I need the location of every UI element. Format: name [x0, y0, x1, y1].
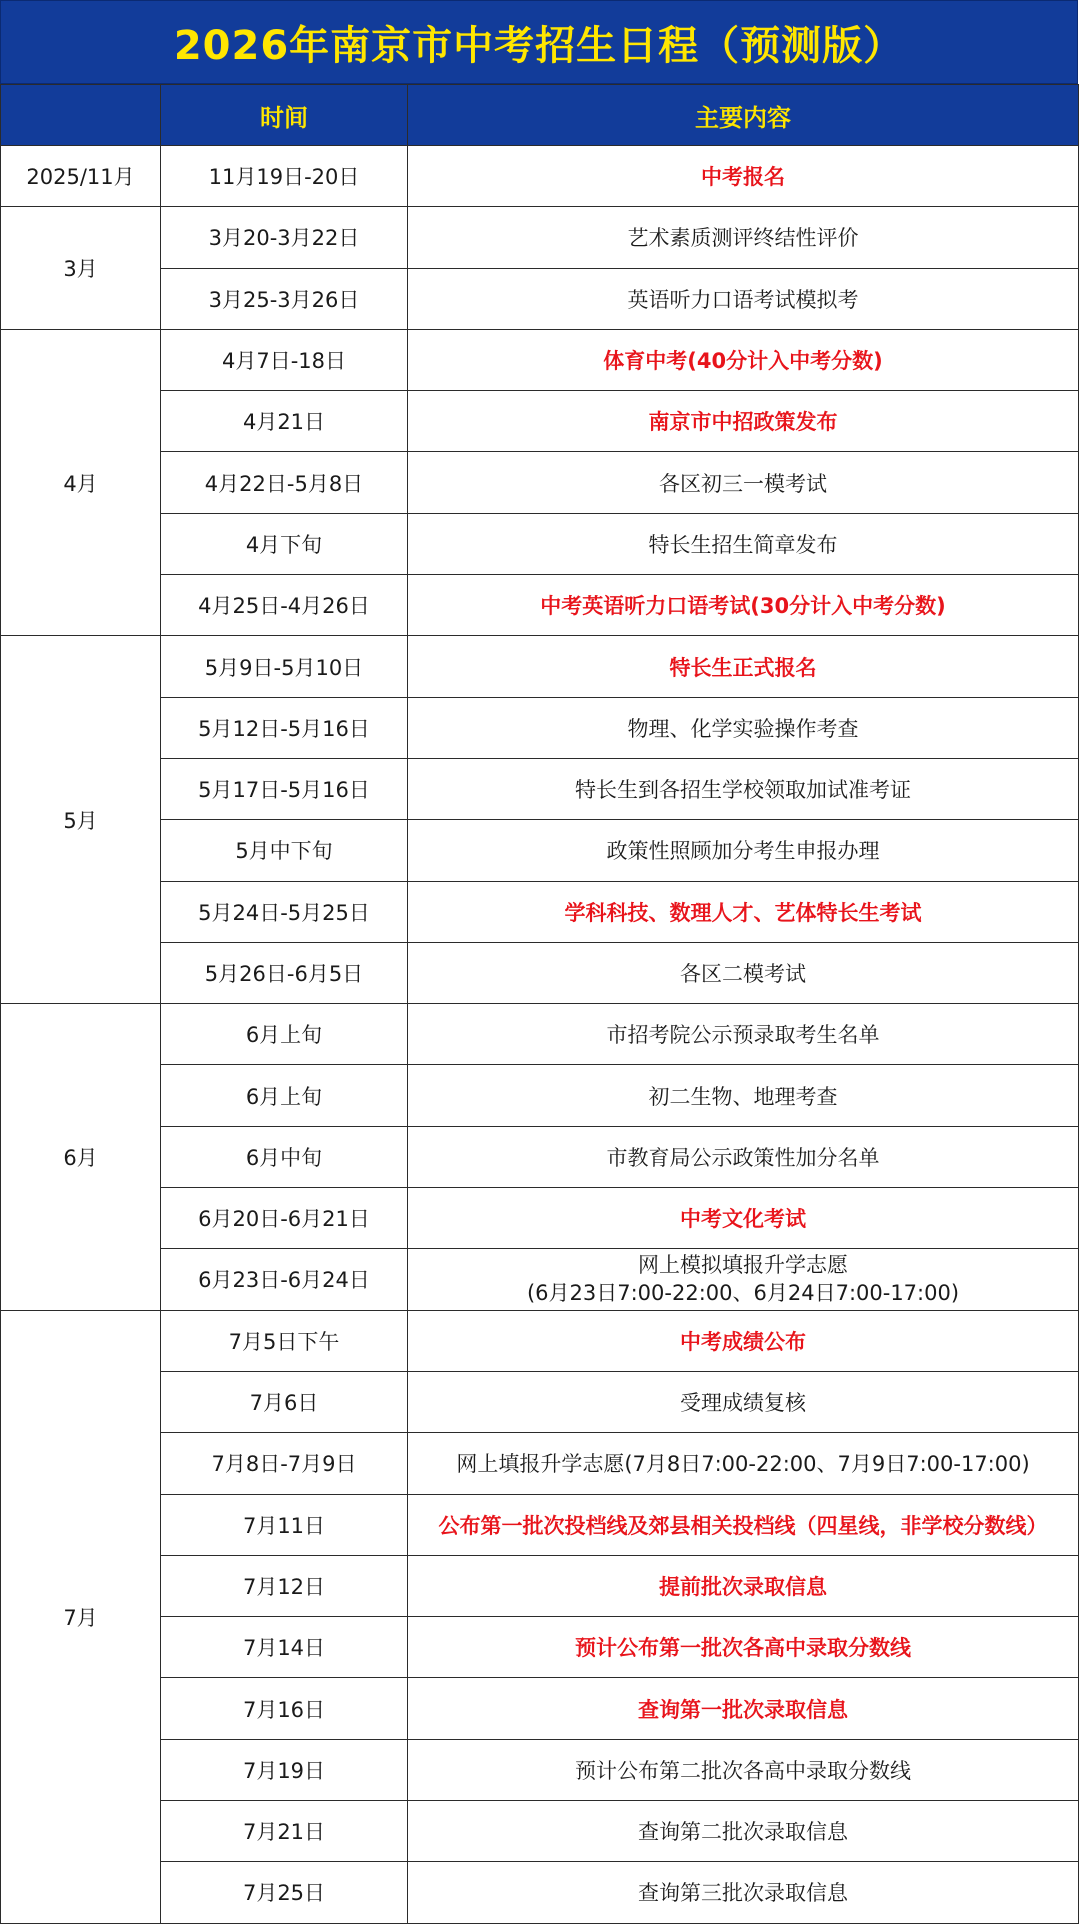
date-cell: 6月20日-6月21日 [161, 1188, 408, 1249]
date-cell: 6月上旬 [161, 1004, 408, 1065]
schedule-body [1, 146, 1079, 1924]
content-cell: 政策性照顾加分考生申报办理 [408, 820, 1079, 881]
date-cell: 11月19日-20日 [161, 146, 408, 207]
table-row [1, 329, 1079, 390]
date-cell: 5月26日-6月5日 [161, 942, 408, 1003]
month-cell: 3月 [1, 207, 161, 330]
month-cell: 5月 [1, 636, 161, 1004]
date-cell: 3月20-3月22日 [161, 207, 408, 268]
date-cell: 7月14日 [161, 1617, 408, 1678]
table-row [1, 697, 1079, 758]
table-row [1, 1310, 1079, 1371]
table-row [1, 636, 1079, 697]
table-row [1, 758, 1079, 819]
content-cell: 艺术素质测评终结性评价 [408, 207, 1079, 268]
content-cell: 预计公布第一批次各高中录取分数线 [408, 1617, 1079, 1678]
header-time: 时间 [161, 85, 408, 146]
content-cell: 提前批次录取信息 [408, 1555, 1079, 1616]
table-row [1, 1004, 1079, 1065]
table-row [1, 1678, 1079, 1739]
date-cell: 7月12日 [161, 1555, 408, 1616]
table-row [1, 575, 1079, 636]
date-cell: 4月21日 [161, 391, 408, 452]
table-row [1, 1249, 1079, 1310]
date-cell: 3月25-3月26日 [161, 268, 408, 329]
table-row [1, 391, 1079, 452]
content-cell: 中考报名 [408, 146, 1079, 207]
content-cell: 初二生物、地理考查 [408, 1065, 1079, 1126]
table-row [1, 1739, 1079, 1800]
content-cell: 公布第一批次投档线及郊县相关投档线（四星线，非学校分数线） [408, 1494, 1079, 1555]
page-title: 2026年南京市中考招生日程（预测版） [173, 22, 905, 69]
table-row [1, 513, 1079, 574]
content-cell: 学科科技、数理人才、艺体特长生考试 [408, 881, 1079, 942]
content-cell: 英语听力口语考试模拟考 [408, 268, 1079, 329]
content-cell: 查询第二批次录取信息 [408, 1801, 1079, 1862]
date-cell: 7月11日 [161, 1494, 408, 1555]
header-month [1, 85, 161, 146]
content-cell: 市招考院公示预录取考生名单 [408, 1004, 1079, 1065]
table-row [1, 881, 1079, 942]
content-cell: 中考成绩公布 [408, 1310, 1079, 1371]
date-cell: 4月22日-5月8日 [161, 452, 408, 513]
date-cell: 7月5日下午 [161, 1310, 408, 1371]
date-cell: 6月中旬 [161, 1126, 408, 1187]
table-row [1, 452, 1079, 513]
header-content: 主要内容 [408, 85, 1079, 146]
month-cell: 4月 [1, 329, 161, 635]
date-cell: 5月12日-5月16日 [161, 697, 408, 758]
table-row [1, 1494, 1079, 1555]
content-cell: 查询第一批次录取信息 [408, 1678, 1079, 1739]
content-cell: 受理成绩复核 [408, 1371, 1079, 1432]
table-row [1, 942, 1079, 1003]
content-cell [408, 1249, 1079, 1310]
date-cell: 6月23日-6月24日 [161, 1249, 408, 1310]
content-cell: 特长生正式报名 [408, 636, 1079, 697]
date-cell: 4月下旬 [161, 513, 408, 574]
date-cell: 4月25日-4月26日 [161, 575, 408, 636]
content-cell: 体育中考(40分计入中考分数) [408, 329, 1079, 390]
table-row [1, 1862, 1079, 1923]
date-cell: 5月中下旬 [161, 820, 408, 881]
table-row [1, 1126, 1079, 1187]
date-cell: 4月7日-18日 [161, 329, 408, 390]
title-bar [0, 0, 1078, 84]
table-row [1, 1065, 1079, 1126]
content-line-2: (6月23日7:00-22:00、6月24日7:00-17:00) [526, 1281, 960, 1306]
date-cell: 7月19日 [161, 1739, 408, 1800]
content-cell: 网上填报升学志愿(7月8日7:00-22:00、7月9日7:00-17:00) [408, 1433, 1079, 1494]
date-cell: 7月8日-7月9日 [161, 1433, 408, 1494]
date-cell: 5月17日-5月16日 [161, 758, 408, 819]
table-row [1, 1801, 1079, 1862]
month-cell: 6月 [1, 1004, 161, 1310]
table-row [1, 268, 1079, 329]
table-row [1, 207, 1079, 268]
date-cell: 5月9日-5月10日 [161, 636, 408, 697]
content-cell: 各区二模考试 [408, 942, 1079, 1003]
table-row [1, 146, 1079, 207]
content-cell: 市教育局公示政策性加分名单 [408, 1126, 1079, 1187]
table-row [1, 1555, 1079, 1616]
header-row [1, 85, 1079, 146]
table-row [1, 1617, 1079, 1678]
content-cell: 特长生到各招生学校领取加试准考证 [408, 758, 1079, 819]
date-cell: 7月25日 [161, 1862, 408, 1923]
date-cell: 6月上旬 [161, 1065, 408, 1126]
content-cell: 预计公布第二批次各高中录取分数线 [408, 1739, 1079, 1800]
content-cell: 特长生招生简章发布 [408, 513, 1079, 574]
table-row [1, 1371, 1079, 1432]
content-cell: 物理、化学实验操作考查 [408, 697, 1079, 758]
table-row [1, 1433, 1079, 1494]
date-cell: 7月21日 [161, 1801, 408, 1862]
schedule-table [0, 84, 1079, 1924]
table-row [1, 1188, 1079, 1249]
content-cell: 中考英语听力口语考试(30分计入中考分数) [408, 575, 1079, 636]
content-cell: 各区初三一模考试 [408, 452, 1079, 513]
date-cell: 7月16日 [161, 1678, 408, 1739]
table-row [1, 820, 1079, 881]
content-cell: 中考文化考试 [408, 1188, 1079, 1249]
month-cell: 7月 [1, 1310, 161, 1923]
content-cell: 南京市中招政策发布 [408, 391, 1079, 452]
content-cell: 查询第三批次录取信息 [408, 1862, 1079, 1923]
month-cell: 2025/11月 [1, 146, 161, 207]
date-cell: 7月6日 [161, 1371, 408, 1432]
date-cell: 5月24日-5月25日 [161, 881, 408, 942]
content-line-1: 网上模拟填报升学志愿 [638, 1253, 848, 1278]
